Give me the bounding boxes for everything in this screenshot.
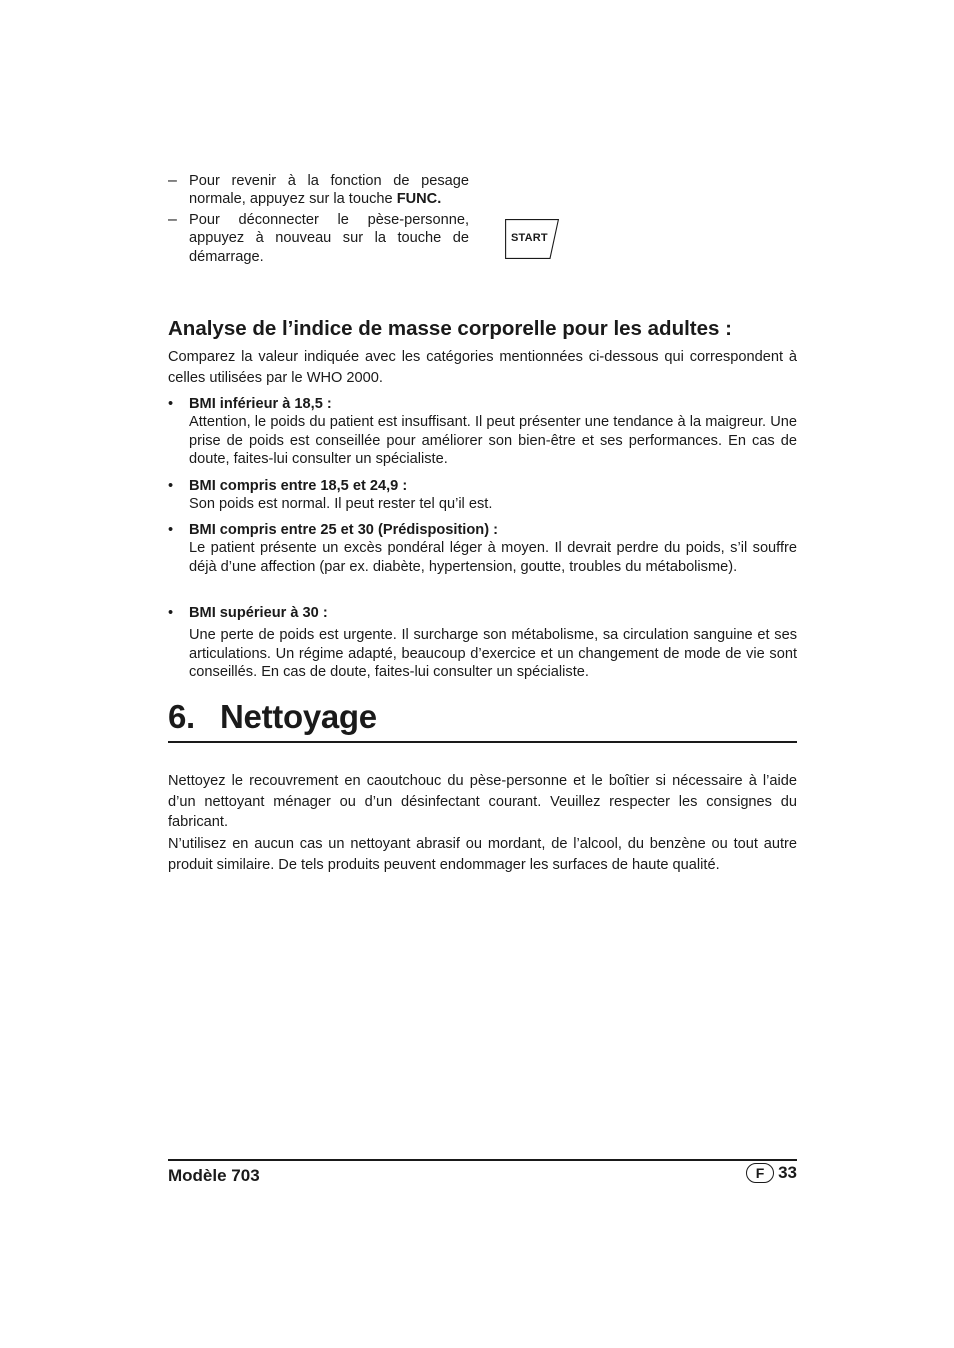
instruction-text: Pour revenir à la fonction de pesage normale, appuyez sur la touche FUNC.: [189, 173, 469, 208]
bmi-item-heading: BMI compris entre 18,5 et 24,9 :: [189, 478, 408, 494]
bmi-item-obese: [168, 604, 797, 681]
bmi-section-title: Analyse de l’indice de masse corporelle pour les adultes :: [168, 317, 732, 340]
instruction-disconnect: [168, 211, 469, 266]
dash-marker: –: [168, 211, 177, 228]
section-divider: [168, 741, 797, 743]
bmi-item-normal: [168, 477, 797, 514]
footer-model: Modèle 703: [168, 1166, 260, 1185]
bmi-item-heading: BMI inférieur à 18,5 :: [189, 396, 332, 412]
footer-page-info: [746, 1163, 797, 1183]
section-heading: [168, 698, 377, 736]
bullet-marker: •: [168, 522, 174, 538]
page-number: 33: [778, 1163, 797, 1182]
bmi-item-predisposition: [168, 521, 797, 576]
footer-divider: [168, 1159, 797, 1161]
cleaning-paragraph: Nettoyez le recouvrement en caoutchouc du pèse-personne et le boîtier si nécessaire à l’aide d’un nettoyant ménager ou d’un désinfectant courant. Veuillez respecter les consignes du fabricant.: [168, 773, 797, 831]
bullet-marker: •: [168, 478, 174, 494]
section-number: 6.: [168, 698, 195, 735]
bmi-item-text: Une perte de poids est urgente. Il surcharge son métabolisme, sa circulation sanguine et ses articulations. Un régime adapté, beaucoup d’exercice et un changement de mode de vie sont conseillés. En cas de doute, faites-lui consulter un spécialiste.: [189, 627, 797, 680]
bmi-item-text: Le patient présente un excès pondéral léger à moyen. Il devrait perdre du poids, s’il souffre déjà d’une affection (par ex. diabète, hypertension, goutte, troubles du métabolisme).: [189, 540, 797, 575]
bmi-intro: Comparez la valeur indiquée avec les catégories mentionnées ci-dessous qui correspondent à celles utilisées par le WHO 2000.: [168, 349, 797, 386]
cleaning-warning-paragraph: N’utilisez en aucun cas un nettoyant abrasif ou mordant, de l’alcool, du benzène ou tout autre produit similaire. De tels produits peuvent endommager les surfaces de haute qualité.: [168, 836, 797, 873]
bmi-item-text: Attention, le poids du patient est insuffisant. Il peut présenter une tendance à la maigreur. Une prise de poids est conseillée pour améliorer son bien-être et ses performances. En cas de doute, faites-lui consulter un spécialiste.: [189, 414, 797, 467]
instruction-text: Pour déconnecter le pèse-personne, appuyez à nouveau sur la touche de démarrage.: [189, 212, 469, 265]
section-title: Nettoyage: [220, 698, 377, 735]
bmi-item-underweight: [168, 395, 797, 468]
bmi-item-heading: BMI supérieur à 30 :: [189, 605, 328, 621]
start-key-illustration: [505, 219, 559, 259]
bullet-marker: •: [168, 396, 174, 412]
start-key-label: START: [511, 232, 548, 244]
dash-marker: –: [168, 172, 177, 189]
bmi-item-heading: BMI compris entre 25 et 30 (Prédisposition) :: [189, 522, 498, 538]
instruction-func: [168, 172, 469, 209]
bullet-marker: •: [168, 605, 174, 621]
bmi-item-text: Son poids est normal. Il peut rester tel qu’il est.: [189, 496, 493, 513]
language-badge: F: [746, 1163, 774, 1183]
func-key-label: FUNC.: [396, 191, 442, 208]
